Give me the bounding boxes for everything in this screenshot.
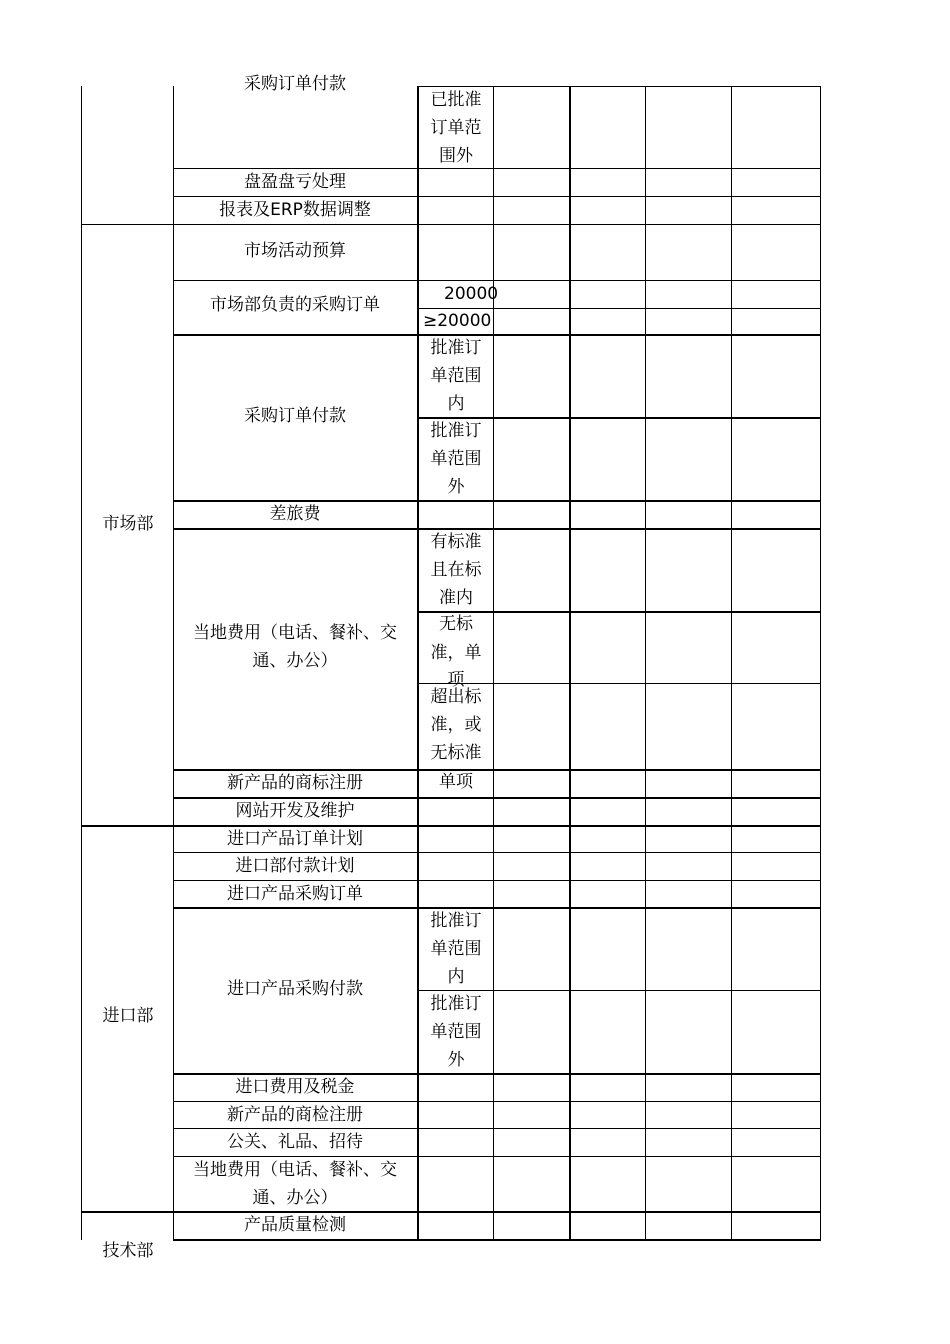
item-label: 采购订单付款 [244, 406, 346, 426]
department-label: 市场部 [102, 514, 154, 534]
item-label: 网站开发及维护 [235, 801, 355, 821]
condition-label: 项 [447, 670, 465, 690]
item-label: 进口产品采购付款 [227, 979, 363, 999]
grid-line [173, 1239, 821, 1241]
item-label: 市场部负责的采购订单 [210, 295, 380, 315]
item-label: 新产品的商检注册 [227, 1105, 363, 1125]
condition-label: 单项 [439, 772, 473, 792]
condition-label: 外 [447, 477, 465, 497]
department-label: 进口部 [102, 1006, 154, 1026]
condition-label: 20000 [444, 284, 499, 304]
condition-label: 订单范 [430, 118, 482, 138]
item-label: 差旅费 [269, 504, 321, 524]
condition-label: 外 [447, 1050, 465, 1070]
item-label: 当地费用（电话、餐补、交 [193, 623, 397, 643]
item-label: 市场活动预算 [244, 241, 346, 261]
condition-label: 准，或 [430, 715, 482, 735]
condition-label: 有标准 [430, 532, 482, 552]
condition-label: 单范围 [430, 449, 482, 469]
condition-label: 批准订 [430, 338, 482, 358]
condition-label: 无标准 [430, 743, 482, 763]
condition-label: 围外 [439, 146, 473, 166]
item-label: 通、办公） [252, 1188, 338, 1208]
item-label: 产品质量检测 [244, 1215, 346, 1235]
item-label: 当地费用（电话、餐补、交 [193, 1160, 397, 1180]
grid-line [81, 86, 82, 1240]
item-label: 进口产品采购订单 [227, 884, 363, 904]
condition-label: 超出标 [430, 687, 482, 707]
condition-label: 批准订 [430, 911, 482, 931]
condition-label: 无标 [439, 614, 473, 634]
grid-line [731, 86, 732, 1240]
item-label: 公关、礼品、招待 [227, 1132, 363, 1152]
item-label: 新产品的商标注册 [227, 773, 363, 793]
item-label: 报表及ERP数据调整 [219, 200, 371, 220]
grid-line [173, 528, 821, 530]
condition-label: 且在标 [430, 560, 482, 580]
condition-label: 内 [447, 394, 465, 414]
grid-line [645, 86, 646, 1240]
condition-label: 准内 [439, 588, 473, 608]
grid-line [569, 86, 571, 1240]
department-label: 技术部 [102, 1241, 154, 1261]
grid-line [173, 334, 821, 336]
grid-line [820, 86, 821, 1240]
condition-label: 单范围 [430, 366, 482, 386]
condition-label: 批准订 [430, 994, 482, 1014]
condition-label: 准，单 [430, 643, 482, 663]
item-label: 进口部付款计划 [235, 856, 355, 876]
condition-label: 内 [447, 967, 465, 987]
condition-label: 批准订 [430, 421, 482, 441]
item-label: 进口费用及税金 [235, 1077, 355, 1097]
item-label: 通、办公） [252, 651, 338, 671]
grid-line [81, 224, 821, 225]
condition-label: ≥20000 [423, 311, 492, 331]
item-label: 盘盈盘亏处理 [244, 172, 346, 192]
item-label: 采购订单付款 [244, 74, 346, 94]
condition-label: 已批准 [430, 90, 482, 110]
item-label: 进口产品订单计划 [227, 829, 363, 849]
condition-label: 单范围 [430, 1022, 482, 1042]
condition-label: 单范围 [430, 939, 482, 959]
